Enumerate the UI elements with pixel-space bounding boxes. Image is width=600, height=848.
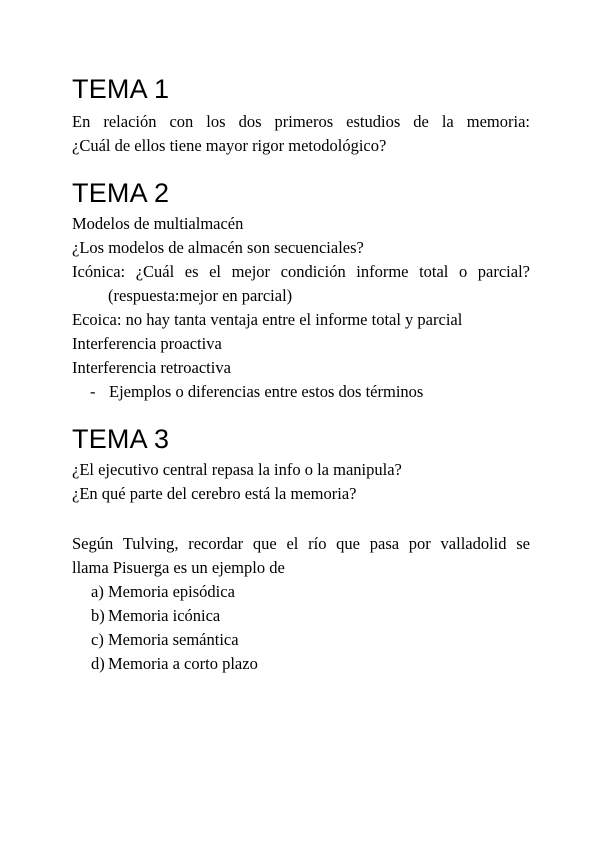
bullet-item: Ejemplos o diferencias entre estos dos términos	[109, 382, 424, 401]
tema-1-line-1: En relación con los dos primeros estudios de la memoria:	[72, 112, 530, 131]
option-b-text: Memoria icónica	[108, 606, 221, 625]
option-b-letter: b)	[91, 606, 105, 625]
option-d-letter: d)	[91, 654, 105, 673]
question-line-2: llama Pisuerga es un ejemplo de	[72, 558, 285, 577]
tema-2-line-1: Modelos de multialmacén	[72, 214, 244, 233]
tema-2-line-3: Icónica: ¿Cuál es el mejor condición informe total o parcial?	[72, 262, 530, 281]
tema-2-line-2: ¿Los modelos de almacén son secuenciales?	[72, 238, 364, 257]
tema-1-line-2: ¿Cuál de ellos tiene mayor rigor metodológico?	[72, 136, 387, 155]
tema-2-line-5: Ecoica: no hay tanta ventaja entre el informe total y parcial	[72, 310, 463, 329]
section-title-tema-2: TEMA 2	[72, 178, 170, 208]
option-d-text: Memoria a corto plazo	[108, 654, 258, 673]
option-a-letter: a)	[91, 582, 104, 601]
option-c-letter: c)	[91, 630, 104, 649]
tema-3-line-1: ¿El ejecutivo central repasa la info o la manipula?	[72, 460, 402, 479]
bullet-marker: -	[90, 382, 96, 401]
tema-2-line-7: Interferencia retroactiva	[72, 358, 231, 377]
tema-2-line-4: (respuesta:mejor en parcial)	[108, 286, 293, 305]
option-c-text: Memoria semántica	[108, 630, 239, 649]
tema-3-line-2: ¿En qué parte del cerebro está la memoria?	[72, 484, 357, 503]
question-line-1: Según Tulving, recordar que el río que pasa por valladolid se	[72, 534, 530, 553]
tema-2-line-6: Interferencia proactiva	[72, 334, 222, 353]
section-title-tema-3: TEMA 3	[72, 424, 170, 454]
option-a-text: Memoria episódica	[108, 582, 235, 601]
section-title-tema-1: TEMA 1	[72, 74, 170, 104]
